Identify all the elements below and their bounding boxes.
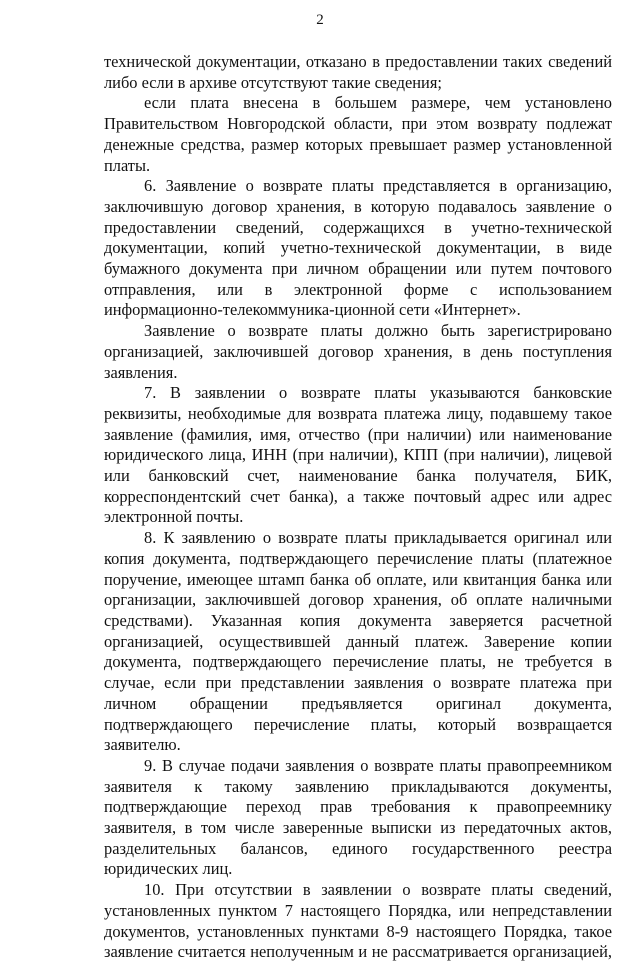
page-number: 2 <box>316 12 324 28</box>
paragraph-item-10: 10. При отсутствии в заявлении о возврате платы сведений, установленных пунктом 7 настоящего Порядка, или непредставлении документов, установленных пунктами 8-9 настоящего Порядка, такое заявление считается неполученным и не рассматривается организацией, <box>104 880 612 962</box>
paragraph-continuation: технической документации, отказано в предоставлении таких сведений либо если в архиве отсутствуют такие сведения; <box>104 52 612 92</box>
paragraph-item-7: 7. В заявлении о возврате платы указываются банковские реквизиты, необходимые для возврата платежа лицу, подавшему такое заявление (фамилия, имя, отчество (при наличии) или наименование юридического лица, ИНН (при наличии), КПП (при наличии), лицевой или банковский счет, наименование банка получателя, БИК, корреспондентский счет банка), а также почтовый адрес или адрес электронной почты. <box>104 383 612 527</box>
paragraph-overpayment: если плата внесена в большем размере, чем установлено Правительством Новгородской области, при этом возврату подлежат денежные средства, размер которых превышает размер установленной платы. <box>104 93 612 175</box>
paragraph-item-8: 8. К заявлению о возврате платы прикладывается оригинал или копия документа, подтверждающего перечисление платы (платежное поручение, имеющее штамп банка об оплате, или квитанция банка или организации, заключившей договор хранения, об оплате наличными средствами). Указанная копия документа заверяется расчетной организацией, осуществившей данный платеж. Заверение копии документа, подтверждающего перечисление платы, не требуется в случае, если при представлении заявления о возврате платежа при личном обращении предъявляется оригинал документа, подтверждающего перечисление платы, который возвращается заявителю. <box>104 528 612 755</box>
paragraph-registration: Заявление о возврате платы должно быть зарегистрировано организацией, заключившей договор хранения, в день поступления заявления. <box>104 321 612 382</box>
document-body <box>104 52 612 963</box>
paragraph-item-6: 6. Заявление о возврате платы представляется в организацию, заключившую договор хранения, в которую подавалось заявление о предоставлении сведений, содержащихся в учетно-технической документации, копий учетно-технической документации, в виде бумажного документа при личном обращении или путем почтового отправления, или в электронной форме с использованием информационно-телекоммуника-ционной сети «Интернет». <box>104 176 612 320</box>
paragraph-item-9: 9. В случае подачи заявления о возврате платы правопреемником заявителя к такому заявлению прикладываются документы, подтверждающие переход прав требования к правопреемнику заявителя, в том числе заверенные выписки из передаточных актов, разделительных балансов, единого государственного реестра юридических лиц. <box>104 755 612 879</box>
